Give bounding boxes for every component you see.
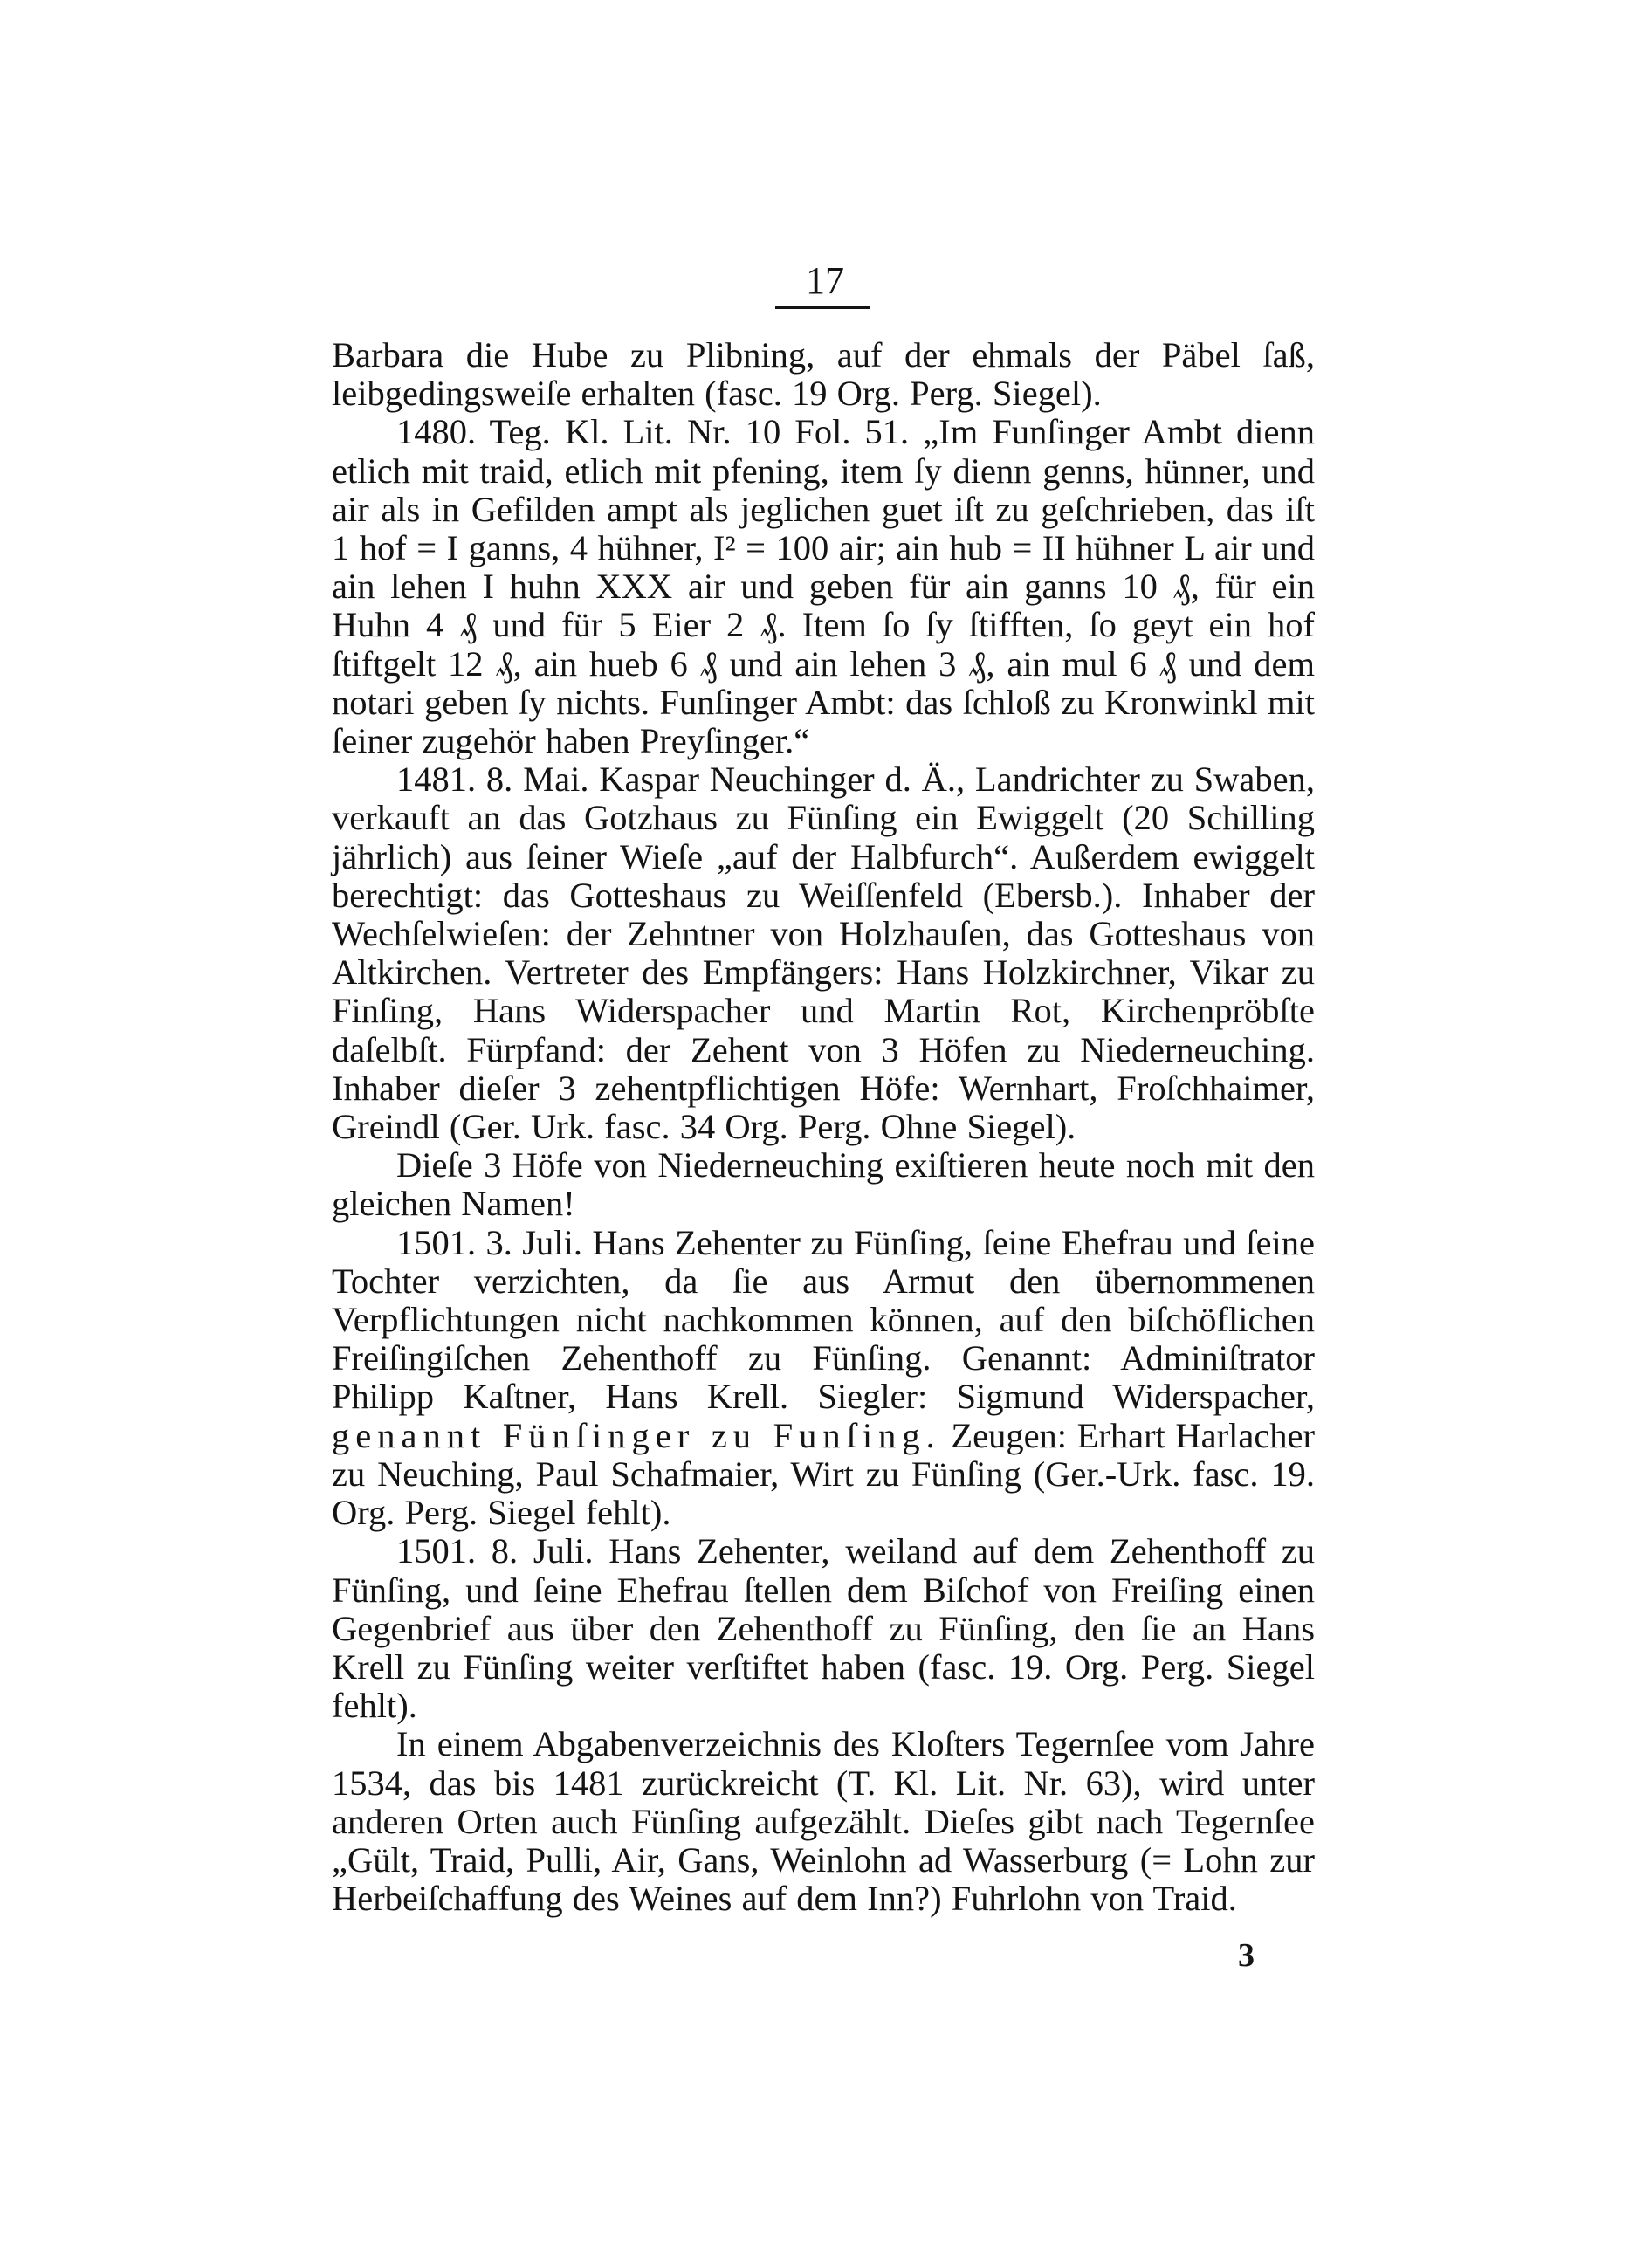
paragraph-1501-3-juli: [332, 1224, 1315, 1533]
page-number-rule: [775, 306, 870, 309]
paragraph-1480: 1480. Teg. Kl. Lit. Nr. 10 Fol. 51. „Im Funſinger Ambt dienn etlich mit traid, etlich mit pfening, item ſy dienn genns, hünner, und air als in Gefilden ampt als jeglichen guet iſt zu geſchrieben, das iſt 1 hof = I ganns, 4 hühner, I² = 100 air; ain hub = II hühner L air und ain lehen I huhn XXX air und geben für ain ganns 10 ₰, für ein Huhn 4 ₰ und für 5 Eier 2 ₰. Item ſo ſy ſtifften, ſo geyt ein hof ſtiftgelt 12 ₰, ain hueb 6 ₰ und ain lehen 3 ₰, ain mul 6 ₰ und dem notari geben ſy nichts. Funſinger Ambt: das ſchloß zu Kronwinkl mit ſeiner zugehör haben Preyſinger.“: [332, 412, 1315, 761]
paragraph-1501-8-juli: 1501. 8. Juli. Hans Zehenter, weiland auf dem Zehenthoff zu Fünſing, und ſeine Ehefrau ſtellen dem Biſchof von Freiſing einen Gegenbrief aus über den Zehenthoff zu Fünſing, den ſie an Hans Krell zu Fünſing weiter verſtiftet haben (fasc. 19. Org. Perg. Siegel fehlt).: [332, 1531, 1315, 1726]
paragraph-1501-3-juli-part1: 1501. 3. Juli. Hans Zehenter zu Fünſing, ſeine Ehefrau und ſeine Tochter verzichten, da ſie aus Armut den übernommenen Verpflichtungen nicht nachkommen können, auf den biſchöflichen Freiſingiſchen Zehenthoff zu Fünſing. Genannt: Adminiſtrator Philipp Kaſtner, Hans Krell. Siegler: Sigmund Widerspacher,: [332, 1222, 1315, 1417]
paragraph-1481: 1481. 8. Mai. Kaspar Neuchinger d. Ä., Landrichter zu Swaben, verkauft an das Gotzhaus zu Fünſing ein Ewiggelt (20 Schilling jährlich) aus ſeiner Wieſe „auf der Halbfurch“. Außerdem ewiggelt berechtigt: das Gotteshaus zu Weiſſenfeld (Ebersb.). Inhaber der Wechſelwieſen: der Zehntner von Holzhauſen, das Gotteshaus von Altkirchen. Vertreter des Empfängers: Hans Holzkirchner, Vikar zu Finſing, Hans Widerspacher und Martin Rot, Kirchenpröbſte daſelbſt. Fürpfand: der Zehent von 3 Höfen zu Niederneuching. Inhaber dieſer 3 zehentpflichtigen Höfe: Wernhart, Froſchhaimer, Greindl (Ger. Urk. fasc. 34 Org. Perg. Ohne Siegel).: [332, 759, 1315, 1147]
signature-mark: 3: [1238, 1937, 1255, 1974]
paragraph-hoefe-niederneuching: Dieſe 3 Höfe von Niederneuching exiſtieren heute noch mit den gleichen Namen!: [332, 1145, 1315, 1224]
paragraph-abgabenverzeichnis: In einem Abgabenverzeichnis des Kloſters Tegernſee vom Jahre 1534, das bis 1481 zurückreicht (T. Kl. Lit. Nr. 63), wird unter anderen Orten auch Fünſing aufgezählt. Dieſes gibt nach Tegernſee „Gült, Traid, Pulli, Air, Gans, Weinlohn ad Wasserburg (= Lohn zur Herbeiſchaffung des Weines auf dem Inn?) Fuhrlohn von Traid.: [332, 1724, 1315, 1919]
paragraph-1501-3-juli-part2: Zeugen: Erhart Harlacher zu Neuching, Paul Schafmaier, Wirt zu Fünſing (Ger.-Urk. fasc. 19. Org. Perg. Siegel fehlt).: [332, 1415, 1316, 1533]
body-text: [332, 336, 1315, 1918]
page-number: 17: [806, 259, 844, 302]
paragraph-barbara-hube: Barbara die Hube zu Plibning, auf der ehmals der Päbel ſaß, leibgedingsweiſe erhalten (fasc. 19 Org. Perg. Siegel).: [332, 335, 1315, 414]
paragraph-1501-3-juli-spaced: genannt Fünſinger zu Funſing.: [332, 1415, 941, 1455]
